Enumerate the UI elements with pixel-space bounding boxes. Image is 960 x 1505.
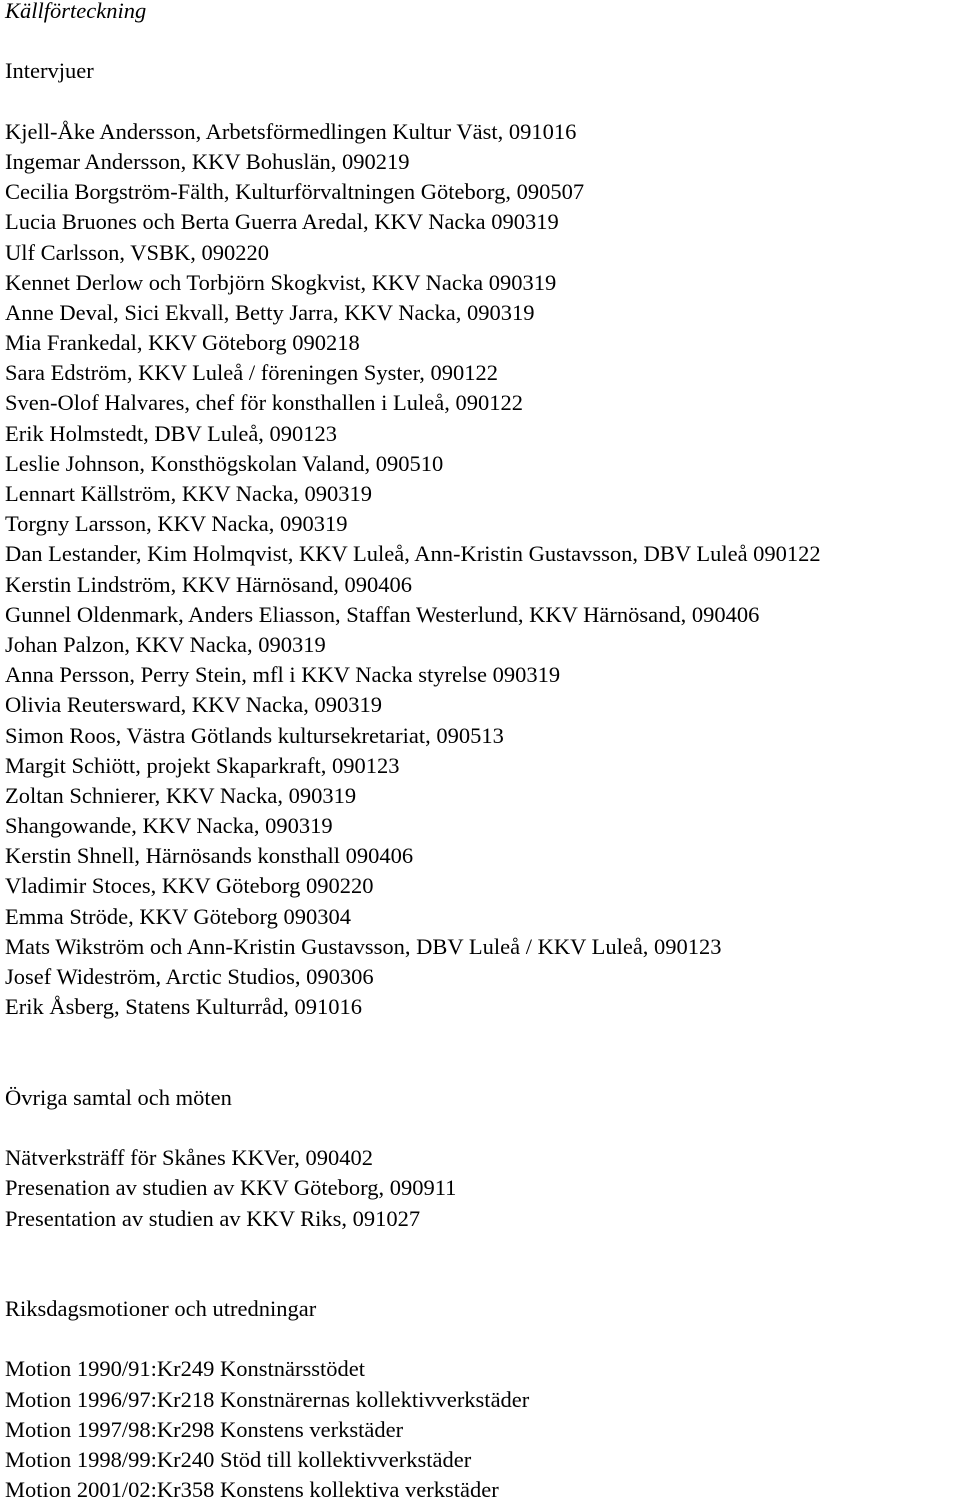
section-other-meetings [5,1083,960,1234]
list-item: Motion 1990/91:Kr249 Konstnärsstödet [5,1356,365,1382]
list-item: Leslie Johnson, Konsthögskolan Valand, 090510 [5,450,444,476]
section-heading: Övriga samtal och möten [5,1084,232,1110]
list-item: Dan Lestander, Kim Holmqvist, KKV Luleå, Ann-Kristin Gustavsson, DBV Luleå 090122 [5,541,821,567]
list-item: Erik Åsberg, Statens Kulturråd, 091016 [5,994,363,1020]
spacer [5,1113,960,1143]
list-item: Motion 1996/97:Kr218 Konstnärernas kollektivverkstäder [5,1386,530,1412]
list-item: Motion 1997/98:Kr298 Konstens verkstäder [5,1416,404,1442]
document-page [5,0,960,1505]
list-item: Olivia Reutersward, KKV Nacka, 090319 [5,692,382,718]
list-item: Lennart Källström, KKV Nacka, 090319 [5,481,372,506]
list-item: Shangowande, KKV Nacka, 090319 [5,813,333,839]
section-heading: Intervjuer [5,58,94,84]
section-motions [5,1294,960,1505]
list-item: Sara Edström, KKV Luleå / föreningen Syster, 090122 [5,360,498,386]
list-item: Ingemar Andersson, KKV Bohuslän, 090219 [5,148,410,174]
list-item: Josef Wideström, Arctic Studios, 090306 [5,964,374,989]
list-item: Kennet Derlow och Torbjörn Skogkvist, KKV Nacka 090319 [5,269,557,295]
spacer [5,87,960,117]
list-item: Emma Ströde, KKV Göteborg 090304 [5,903,352,929]
spacer [5,1324,960,1354]
list-item: Anne Deval, Sici Ekvall, Betty Jarra, KKV Nacka, 090319 [5,299,535,325]
list-item: Torgny Larsson, KKV Nacka, 090319 [5,511,348,537]
list-item: Ulf Carlsson, VSBK, 090220 [5,239,269,265]
list-item: Zoltan Schnierer, KKV Nacka, 090319 [5,782,357,808]
interview-list [5,117,960,1023]
list-item: Gunnel Oldenmark, Anders Eliasson, Staffan Westerlund, KKV Härnösand, 090406 [5,601,760,627]
meetings-list [5,1143,960,1234]
list-item: Kerstin Lindström, KKV Härnösand, 090406 [5,571,413,597]
list-item: Anna Persson, Perry Stein, mfl i KKV Nacka styrelse 090319 [5,662,561,688]
list-item: Margit Schiött, projekt Skaparkraft, 090123 [5,752,400,778]
motions-list [5,1354,960,1505]
list-item: Cecilia Borgström-Fälth, Kulturförvaltningen Göteborg, 090507 [5,179,585,205]
list-item: Mia Frankedal, KKV Göteborg 090218 [5,330,360,356]
list-item: Presentation av studien av KKV Riks, 091027 [5,1205,421,1231]
spacer [5,1022,960,1082]
document-title: Källförteckning [5,0,147,23]
list-item: Kerstin Shnell, Härnösands konsthall 090406 [5,843,414,869]
list-item: Presenation av studien av KKV Göteborg, 090911 [5,1175,457,1201]
section-heading: Riksdagsmotioner och utredningar [5,1296,317,1322]
spacer [5,1234,960,1294]
list-item: Vladimir Stoces, KKV Göteborg 090220 [5,873,374,899]
list-item: Sven-Olof Halvares, chef för konsthallen i Luleå, 090122 [5,390,523,416]
list-item: Nätverksträff för Skånes KKVer, 090402 [5,1145,373,1171]
list-item: Johan Palzon, KKV Nacka, 090319 [5,631,326,657]
section-interviews [5,56,960,1022]
list-item: Motion 2001/02:Kr358 Konstens kollektiva verkstäder [5,1477,499,1503]
list-item: Kjell-Åke Andersson, Arbetsförmedlingen Kultur Väst, 091016 [5,118,577,144]
list-item: Erik Holmstedt, DBV Luleå, 090123 [5,420,338,446]
list-item: Mats Wikström och Ann-Kristin Gustavsson, DBV Luleå / KKV Luleå, 090123 [5,933,722,959]
spacer [5,26,960,56]
list-item: Lucia Bruones och Berta Guerra Aredal, KKV Nacka 090319 [5,209,559,235]
list-item: Simon Roos, Västra Götlands kultursekretariat, 090513 [5,722,504,748]
list-item: Motion 1998/99:Kr240 Stöd till kollektivverkstäder [5,1447,472,1473]
